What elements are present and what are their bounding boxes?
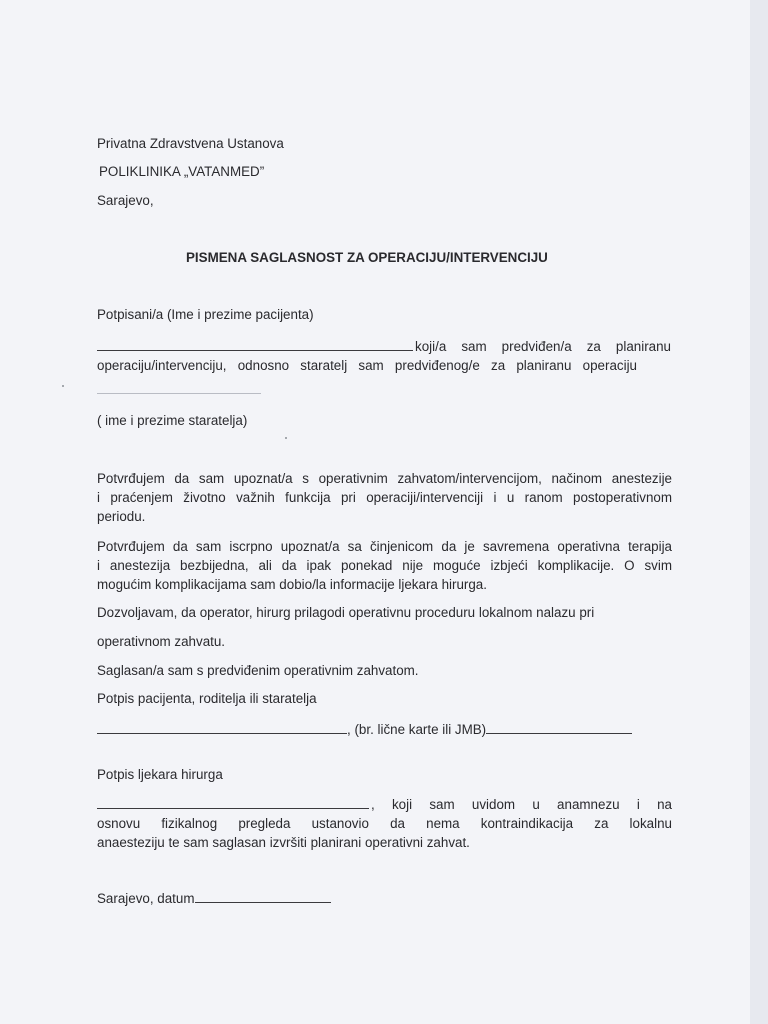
doctor-signature-blank[interactable] [97, 796, 369, 809]
paragraph-3-line-1: Dozvoljavam, da operator, hirurg prilagodi operativnu proceduru lokalnom nalazu pri [97, 605, 595, 620]
institution-city: Sarajevo, [97, 193, 154, 208]
paragraph-2-line-1: Potvrđujem da sam iscrpno upoznat/a sa činjenicom da je savremena operativna terapija [97, 539, 672, 554]
guardian-intro-text: operaciju/intervenciju, odnosno staratelj sam predviđenog/e za planiranu operaciju [97, 358, 637, 373]
guardian-name-label: ( ime i prezime staratelja) [97, 413, 248, 428]
patient-signature-label: Potpis pacijenta, roditelja ili staratelja [97, 691, 317, 706]
institution-type: Privatna Zdravstvena Ustanova [97, 136, 284, 151]
patient-id-blank[interactable] [486, 721, 632, 734]
doctor-signature-row [97, 796, 672, 814]
guardian-name-blank[interactable] [97, 393, 261, 394]
patient-name-blank[interactable] [97, 338, 413, 351]
paragraph-1-line-3: periodu. [97, 509, 146, 524]
patient-signature-row [97, 721, 632, 739]
patient-name-suffix: koji/a sam predviđen/a za planiranu [415, 339, 671, 354]
patient-name-row [97, 338, 671, 356]
doctor-signature-label: Potpis ljekara hirurga [97, 767, 223, 782]
institution-name: POLIKLINIKA „VATANMED” [99, 164, 265, 179]
patient-signature-blank[interactable] [97, 721, 347, 734]
paragraph-2-line-2: i anestezija bezbijedna, ali da ipak ponekad nije moguće izbjeći komplikacije. O svim [97, 558, 672, 573]
patient-name-label: Potpisani/a (Ime i prezime pacijenta) [97, 307, 314, 322]
scan-speck [285, 437, 287, 439]
date-row [97, 890, 331, 908]
document-title: PISMENA SAGLASNOST ZA OPERACIJU/INTERVENCIJU [186, 250, 548, 265]
patient-id-label: , (br. lične karte ili JMB) [347, 722, 487, 737]
paragraph-3-line-2: operativnom zahvatu. [97, 634, 226, 649]
paragraph-1-line-1: Potvrđujem da sam upoznat/a s operativnim zahvatom/intervencijom, načinom anestezije [97, 471, 672, 486]
date-label: Sarajevo, datum [97, 891, 195, 906]
doctor-statement-suffix: , koji sam uvidom u anamnezu i na [371, 797, 672, 812]
doctor-statement-line-2: osnovu fizikalnog pregleda ustanovio da nema kontraindikacija za lokalnu [97, 816, 672, 831]
scan-speck [62, 385, 64, 387]
paragraph-1-line-2: i praćenjem životno važnih funkcija pri operaciji/intervenciji i u ranom postoperativnom [97, 490, 672, 505]
doctor-statement-line-3: anaesteziju te sam saglasan izvršiti planirani operativni zahvat. [97, 835, 470, 850]
scan-background [750, 0, 768, 1024]
paragraph-2-line-3: mogućim komplikacijama sam dobio/la informacije ljekara hirurga. [97, 577, 487, 592]
paragraph-4: Saglasan/a sam s predviđenim operativnim zahvatom. [97, 663, 419, 678]
date-blank[interactable] [195, 890, 331, 903]
